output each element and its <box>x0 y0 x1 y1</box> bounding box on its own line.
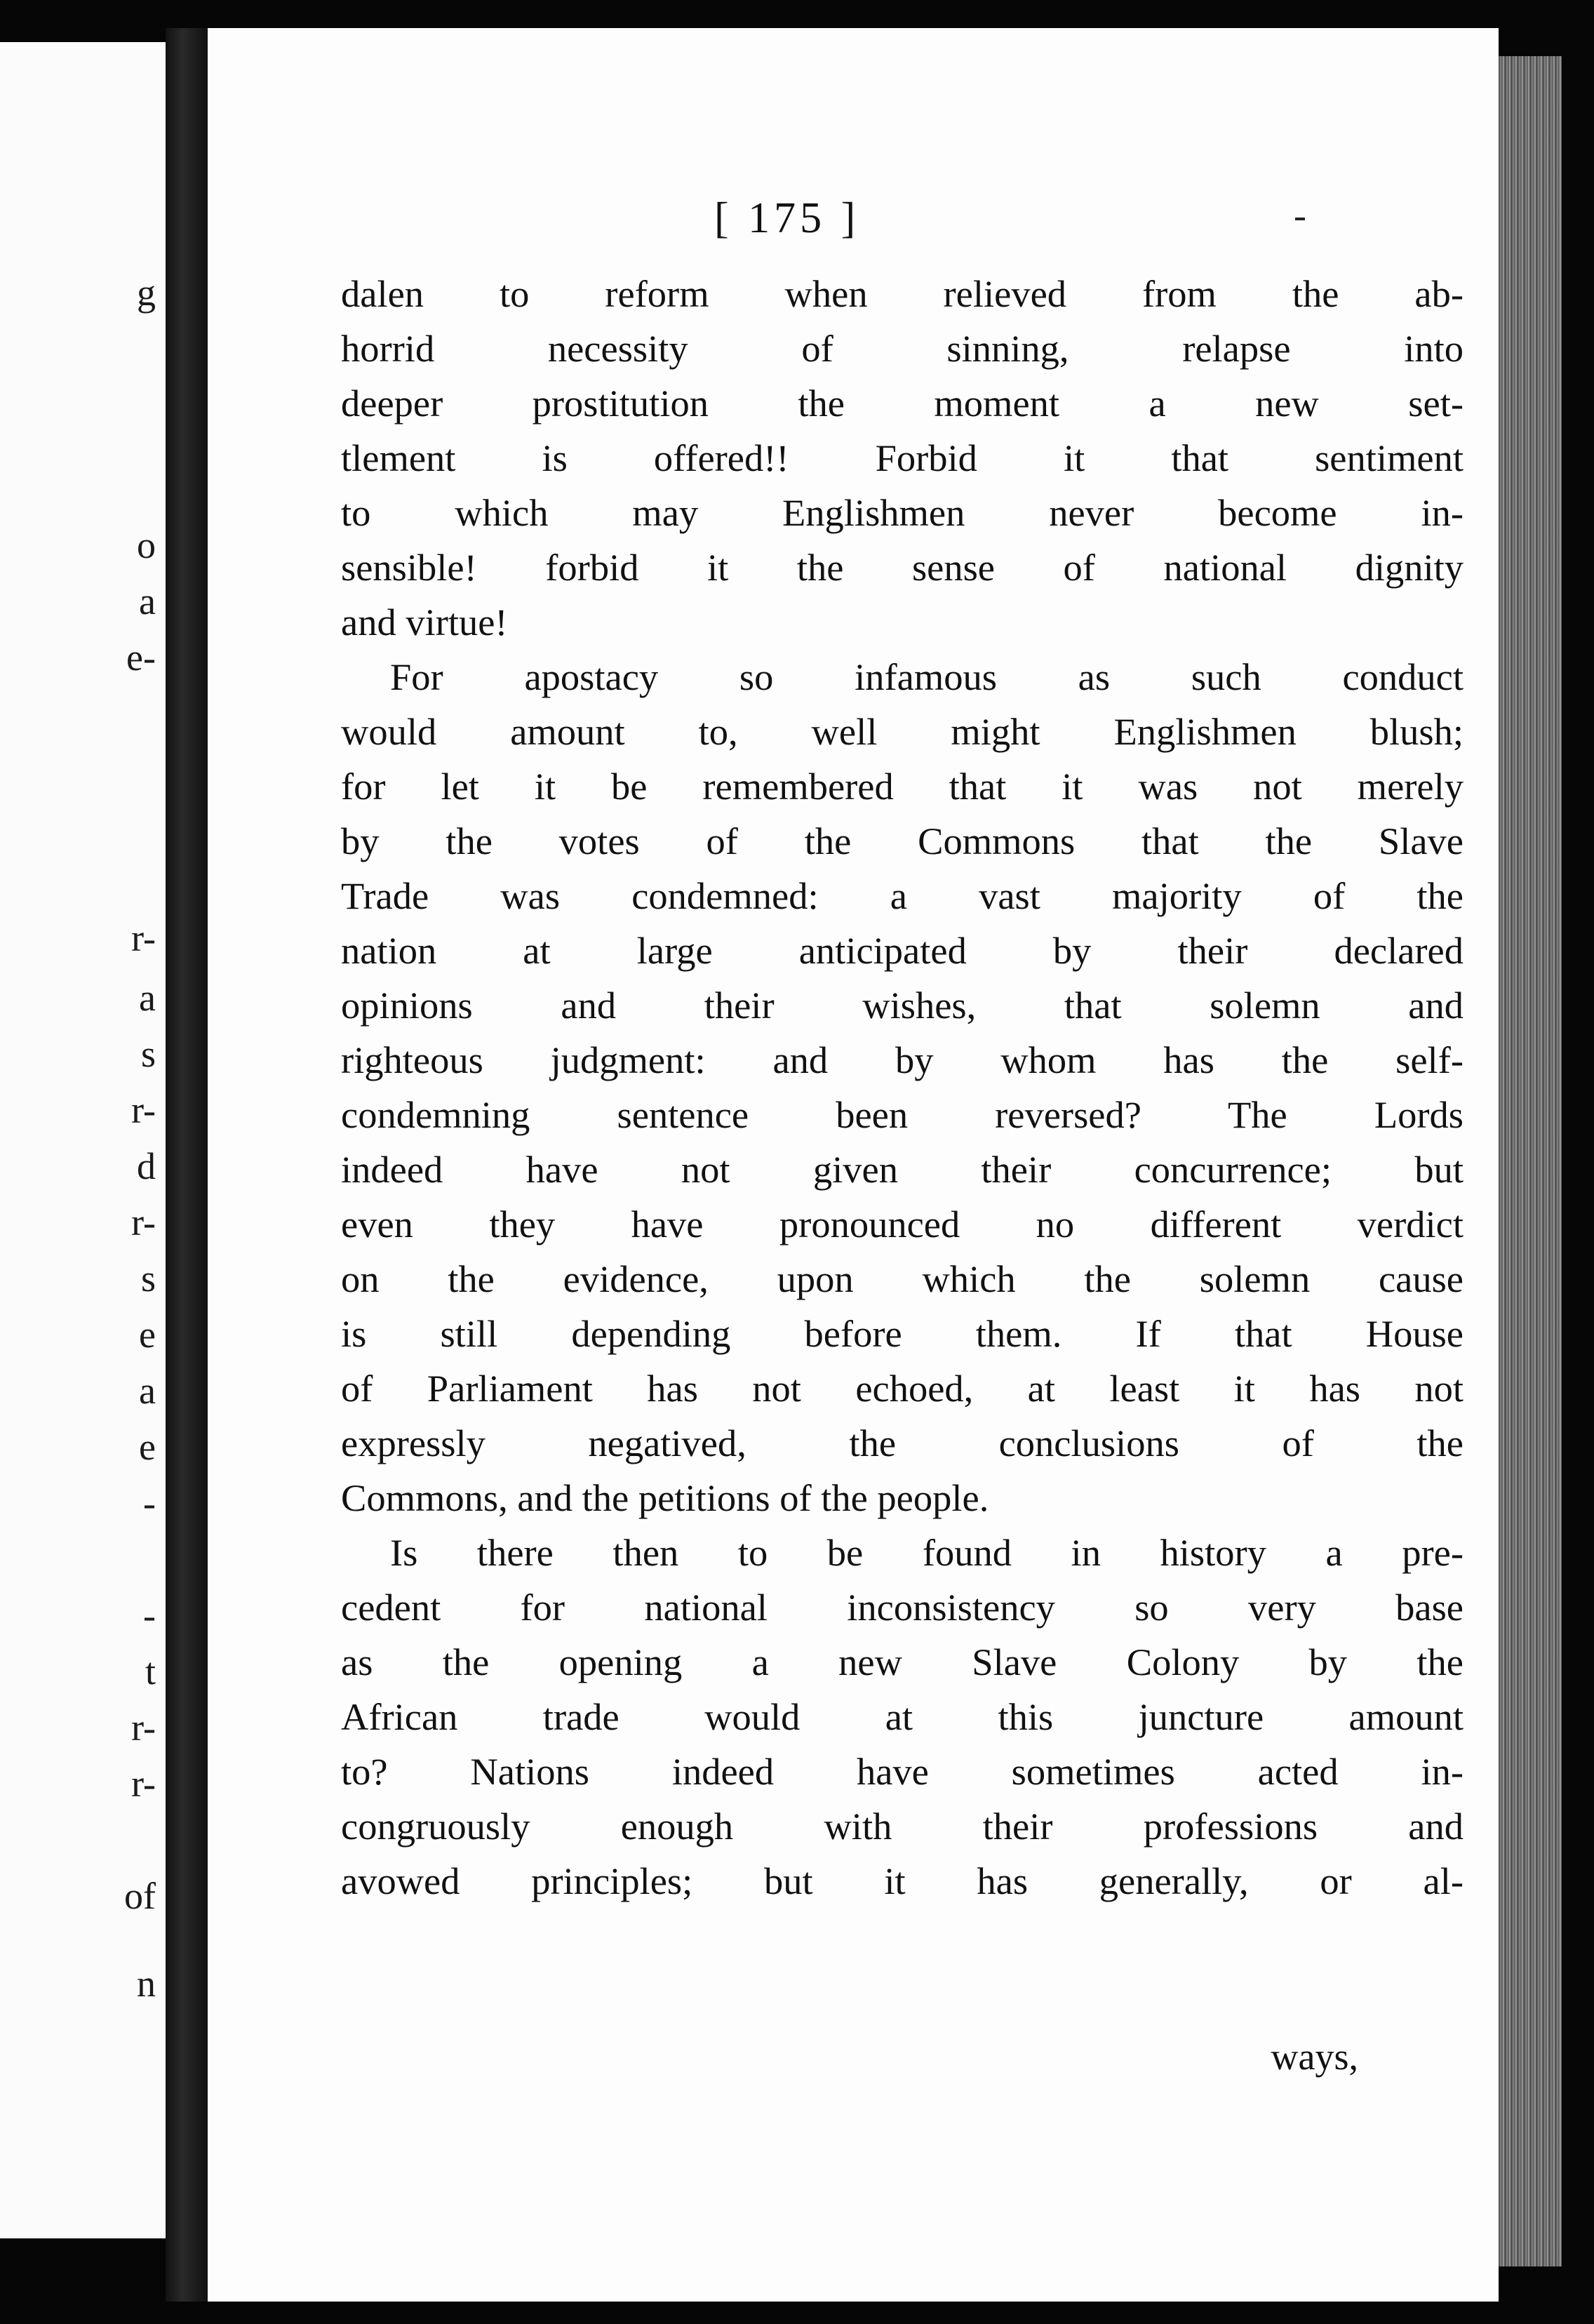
page-stack-edge <box>1499 56 1562 2266</box>
text-line: as the opening a new Slave Colony by the <box>341 1641 1464 1683</box>
page-number: [ 175 ] <box>714 194 860 242</box>
paragraph-2 <box>341 650 1464 1525</box>
text-line: Commons, and the petitions of the people. <box>341 1476 989 1519</box>
text-line: of Parliament has not echoed, at least it has not <box>341 1367 1464 1410</box>
left-page-edge <box>0 42 167 2238</box>
left-page-fragment: d <box>137 1145 156 1187</box>
paragraph-1 <box>341 267 1464 650</box>
ink-speck <box>1295 218 1305 220</box>
text-line: righteous judgment: and by whom has the self- <box>341 1039 1464 1081</box>
text-line: dalen to reform when relieved from the ab- <box>341 272 1464 315</box>
left-page-fragment: a <box>139 1370 156 1412</box>
text-line: Trade was condemned: a vast majority of the <box>341 874 1464 917</box>
body-text <box>341 267 1464 1909</box>
text-line: Is there then to be found in history a pre- <box>390 1531 1464 1574</box>
text-line: to which may Englishmen never become in- <box>341 491 1464 534</box>
left-page-fragment: r- <box>131 1089 156 1131</box>
text-line: on the evidence, upon which the solemn cause <box>341 1257 1464 1300</box>
text-line: For apostacy so infamous as such conduct <box>390 655 1464 698</box>
left-page-fragment: s <box>140 1257 156 1300</box>
text-line: cedent for national inconsistency so very base <box>341 1586 1464 1629</box>
text-line: African trade would at this juncture amount <box>341 1695 1464 1738</box>
text-line: and virtue! <box>341 601 508 643</box>
text-line: would amount to, well might Englishmen blush; <box>341 710 1464 753</box>
left-page-fragment: r- <box>131 1201 156 1243</box>
book-gutter <box>166 28 208 2302</box>
left-page-fragment: n <box>137 1963 156 2005</box>
text-line: horrid necessity of sinning, relapse into <box>341 327 1464 370</box>
text-line: congruously enough with their professions and <box>341 1805 1464 1848</box>
text-line: condemning sentence been reversed? The Lords <box>341 1093 1464 1136</box>
left-page-fragment: r- <box>131 1707 156 1749</box>
left-page-fragment: r- <box>131 917 156 959</box>
text-line: avowed principles; but it has generally, or al- <box>341 1859 1464 1902</box>
left-page-fragment: - <box>143 1482 156 1524</box>
left-page-fragment: - <box>143 1594 156 1636</box>
text-line: sensible! forbid it the sense of national dignity <box>341 546 1464 589</box>
left-page-fragment: a <box>139 580 156 622</box>
text-line: expressly negatived, the conclusions of the <box>341 1422 1464 1464</box>
left-page-fragment: e <box>139 1426 156 1468</box>
text-line: opinions and their wishes, that solemn and <box>341 984 1464 1027</box>
text-line: nation at large anticipated by their declared <box>341 929 1464 972</box>
left-page-fragment: of <box>124 1875 156 1917</box>
text-line: tlement is offered!! Forbid it that sentiment <box>341 436 1464 479</box>
text-line: to? Nations indeed have sometimes acted in- <box>341 1750 1464 1793</box>
text-line: indeed have not given their concurrence; but <box>341 1148 1464 1191</box>
text-line: for let it be remembered that it was not merely <box>341 765 1464 808</box>
left-page-fragment: t <box>145 1650 156 1692</box>
left-page-fragment: r- <box>131 1763 156 1805</box>
left-page-fragment: o <box>137 524 156 566</box>
text-line: by the votes of the Commons that the Slave <box>341 820 1464 862</box>
text-line: is still depending before them. If that House <box>341 1312 1464 1355</box>
text-line: deeper prostitution the moment a new set- <box>341 382 1464 425</box>
left-page-fragment: g <box>137 272 156 314</box>
right-page <box>208 28 1499 2302</box>
left-page-fragment: e <box>139 1314 156 1356</box>
catchword: ways, <box>1271 2036 1358 2078</box>
left-page-fragment: a <box>139 977 156 1019</box>
left-page-fragment: e- <box>126 636 156 679</box>
left-page-fragment: s <box>140 1033 156 1075</box>
text-line: even they have pronounced no different verdict <box>341 1203 1464 1246</box>
paragraph-3 <box>341 1525 1464 1909</box>
